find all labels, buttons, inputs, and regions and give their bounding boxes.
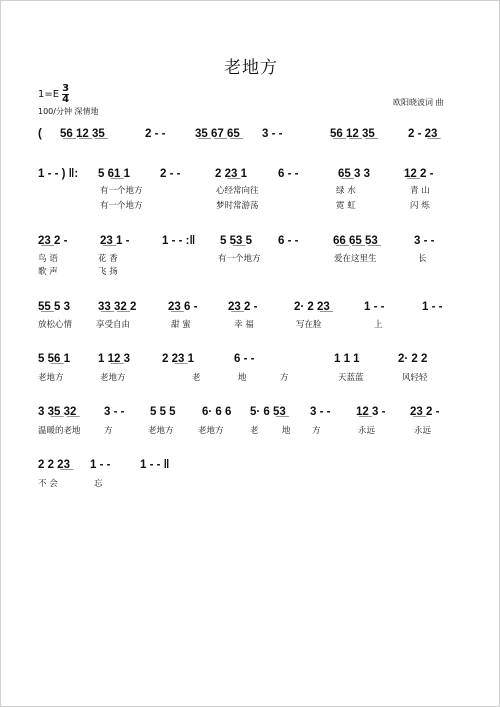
measure: 3 - - (262, 128, 283, 140)
tempo-marking: 100/分钟 深情地 (38, 107, 99, 116)
lyric: 长 (418, 254, 427, 264)
lyric: 爱在这里生 (334, 254, 377, 264)
lyric-line-7 (38, 425, 468, 437)
lyric: 放松心情 (38, 320, 73, 330)
time-signature (62, 84, 69, 105)
lyric: 老地方 (38, 373, 64, 383)
measure: 2 2 2̲3̲ (38, 459, 70, 471)
lyric: 飞 扬 (98, 267, 118, 277)
lyric: 上 (374, 320, 383, 330)
lyric: 心经常向往 (216, 186, 259, 196)
lyric-line-4 (38, 266, 468, 278)
measure: 2̲3̲ 2 - (410, 406, 440, 418)
lyric: 永远 (358, 426, 376, 436)
lyric: 老地方 (100, 373, 126, 383)
measure: 1 - - (364, 301, 385, 313)
lyric: 温暖的老地 (38, 426, 81, 436)
lyric: 绿 水 (336, 186, 356, 196)
measure: 3 - - (414, 235, 435, 247)
lyric: 青 山 (410, 186, 430, 196)
measure: 1 - - ) ‖: (38, 168, 79, 180)
measure: 2 - - (160, 168, 181, 180)
lyric: 风轻轻 (402, 373, 428, 383)
measure: 1 1 1 (334, 353, 360, 365)
lyric: 地 (238, 373, 247, 383)
lyric: 方 (104, 426, 113, 436)
measure: 6̲6̲ 6̲5̲ 5̲3̲ (333, 235, 378, 247)
lyric: 老地方 (198, 426, 224, 436)
lyric-line-2 (38, 200, 468, 212)
key-signature (38, 84, 69, 105)
measure: 3̲5̲ 6̲7̲ 6̲5̲ (195, 128, 240, 140)
lyric: 享受自由 (96, 320, 131, 330)
measure: 2̲3̲ 6 - (168, 301, 198, 313)
measure: 1 - - ‖ (140, 459, 170, 471)
lyric: 老地方 (148, 426, 174, 436)
lyric-line-5 (38, 319, 468, 331)
measure: 1̲2̲ 2 - (404, 168, 434, 180)
measure: 1̲2̲ 3 - (356, 406, 386, 418)
measure: 2̲3̲ 2 - (38, 235, 68, 247)
lyric: 老 (192, 373, 201, 383)
key-label: 1=E (38, 89, 60, 100)
measure: 1 - - (422, 301, 443, 313)
measure: 2 - - (145, 128, 166, 140)
measure: 5̲6̲ 1̲2̲ 3̲5̲ (60, 128, 105, 140)
lyric: 忘 (94, 479, 103, 489)
lyric: 永远 (414, 426, 432, 436)
composer-credit: 欧阳晓波词 曲 (393, 98, 444, 107)
lyric: 天蓝蓝 (338, 373, 364, 383)
measure: 3 - - (104, 406, 125, 418)
measure: 6 - - (278, 168, 299, 180)
measure: 1 - - (90, 459, 111, 471)
measure: 5 6̲1̲ 1 (98, 168, 130, 180)
lyric: 方 (280, 373, 289, 383)
time-denominator: 4 (62, 94, 70, 105)
time-numerator: 3 (62, 83, 70, 94)
measure: 5̲5̲ 5 3 (38, 301, 70, 313)
lyric: 霓 虹 (336, 201, 356, 211)
lyric: 花 香 (98, 254, 118, 264)
measure: 6̲5̲ 3 3 (338, 168, 370, 180)
measure: 5 5̲6̲ 1 (38, 353, 70, 365)
measure: 5 5̲3̲ 5 (220, 235, 252, 247)
measure: 2̲3̲ 2 - (228, 301, 258, 313)
lyric: 老 (250, 426, 259, 436)
lyric: 鸟 语 (38, 254, 58, 264)
measure: 1 1̲2̲ 3 (98, 353, 130, 365)
measure: 6 - - (278, 235, 299, 247)
lyric: 幸 福 (234, 320, 254, 330)
measure: 2· 2 2̲3̲ (294, 301, 330, 313)
lyric: 地 (282, 426, 291, 436)
lyric: 歌 声 (38, 267, 58, 277)
song-title: 老地方 (224, 58, 278, 78)
measure: 2 2̲3̲ 1 (162, 353, 194, 365)
measure: 3 3̲5̲ 3̲2̲ (38, 406, 77, 418)
lyric-line-3 (38, 253, 468, 265)
measure: 5· 6 5̲3̲ (250, 406, 286, 418)
measure: 6· 6 6 (202, 406, 232, 418)
measure: 5 5 5 (150, 406, 176, 418)
measure: 3 - - (310, 406, 331, 418)
measure: ( (38, 128, 42, 140)
lyric: 梦时常游荡 (216, 201, 259, 211)
measure: 2 - 2̲3̲ (408, 128, 438, 140)
measure: 1 - - :‖ (162, 235, 196, 247)
lyric: 有一个地方 (100, 201, 143, 211)
measure: 2 2̲3̲ 1 (215, 168, 247, 180)
lyric: 方 (312, 426, 321, 436)
measure: 6 - - (234, 353, 255, 365)
measure: 3̲3̲ 3̲2̲ 2 (98, 301, 137, 313)
lyric: 有一个地方 (218, 254, 261, 264)
lyric: 不 会 (38, 479, 58, 489)
lyric: 闪 烁 (410, 201, 430, 211)
lyric: 甜 蜜 (171, 320, 191, 330)
lyric-line-8 (38, 478, 468, 490)
measure: 2̲3̲ 1 - (100, 235, 130, 247)
lyric: 写在脸 (296, 320, 322, 330)
measure: 5̲6̲ 1̲2̲ 3̲5̲ (330, 128, 375, 140)
measure: 2· 2 2 (398, 353, 428, 365)
lyric-line-6 (38, 372, 468, 384)
lyric-line-1 (38, 185, 468, 197)
lyric: 有一个地方 (100, 186, 143, 196)
